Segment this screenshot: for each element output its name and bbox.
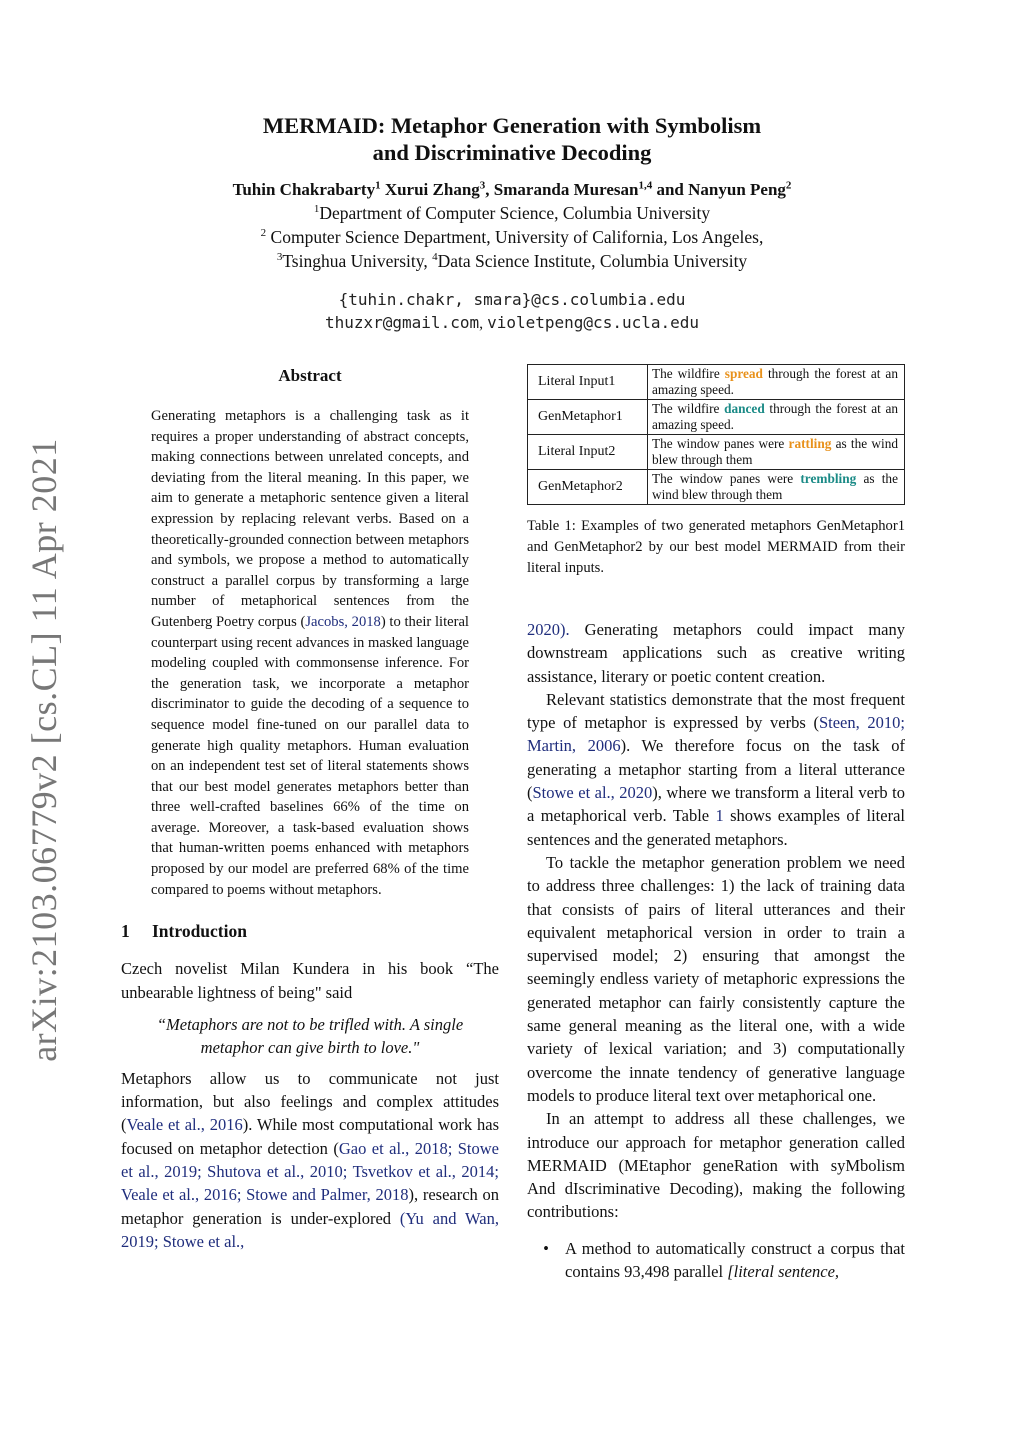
table-row xyxy=(528,400,905,435)
affiliation-2: $^2$ Computer Science Department, University of California, Los Angeles, xyxy=(260,227,764,247)
intro-paragraph-2: Metaphors allow us to communicate not just information, but also feelings and complex attitudes (Veale et al., 2016). While most computational work has focused on metaphor detection (Gao et al., 2018; Stowe et al., 2019; Shutova et al., 2010; Tsvetkov et al., 2014; Veale et al., 2016; Stowe and Palmer, 2018), research on metaphor generation is under-explored (Yu and Wan, 2019; Stowe et al., xyxy=(121,1068,500,1251)
affiliation-1: $^1$Department of Computer Science, Columbia University xyxy=(313,203,711,223)
right-paragraph-3: To tackle the metaphor generation problem we need to address three challenges: 1) the lack of training data that consists of pairs of literal utterances and their equivalent metaphorical version in order to train a supervised model; 2) ensuring that amongst the seemingly endless variety of metaphoric expressions the generated metaphor can fairly consistently capture the same general meaning as the literal one, with a wide variety of lexical variation; and 3) computationally overcome the innate tendency of generative language models to produce literal text over metaphorical one. xyxy=(527,852,905,1105)
left-column xyxy=(121,364,499,1253)
highlight-verb: spread xyxy=(724,366,763,381)
kundera-quote: “Metaphors are not to be trifled with. A single metaphor can give birth to love." xyxy=(156,1014,464,1057)
table-cell-label: GenMetaphor2 xyxy=(528,470,648,505)
intro-paragraph-1: Czech novelist Milan Kundera in his book “The unbearable lightness of being" said xyxy=(121,959,499,1002)
table-row xyxy=(528,470,905,505)
email-link[interactable]: violetpeng@cs.ucla.edu xyxy=(487,313,700,332)
author-emails xyxy=(0,288,1024,335)
abstract-heading: Abstract xyxy=(278,366,342,385)
table-cell-text: The wildfire spread through the forest at an amazing speed. xyxy=(648,365,905,400)
table-1-caption: Table 1: Examples of two generated metaphors GenMetaphor1 and GenMetaphor2 by our best model MERMAID from their literal inputs. xyxy=(527,518,905,576)
right-column-body xyxy=(527,618,905,1283)
title-line-1: MERMAID: Metaphor Generation with Symbolism xyxy=(262,113,762,138)
author-name: Xurui Zhang xyxy=(384,180,480,199)
citation-link[interactable]: Jacobs, 2018 xyxy=(305,613,381,630)
title-line-2: and Discriminative Decoding xyxy=(372,140,652,165)
author-name: Tuhin Chakrabarty xyxy=(232,180,376,199)
paper-header xyxy=(0,112,1024,335)
table-row xyxy=(528,435,905,470)
section-heading-introduction: 1 Introduction xyxy=(121,921,247,942)
email-link[interactable]: thuzxr@gmail.com xyxy=(324,313,480,332)
right-column xyxy=(527,364,905,1283)
citation-link[interactable]: Veale et al., 2016 xyxy=(126,1115,243,1135)
table-cell-label: GenMetaphor1 xyxy=(528,400,648,435)
table-row xyxy=(528,365,905,400)
affiliation-3: $^3$Tsinghua University, $^4$Data Science Institute, Columbia University xyxy=(276,251,748,271)
abstract-body: Generating metaphors is a challenging task as it requires a proper understanding of abstract concepts, making connections between unrelated concepts, and deviating from the literal meaning. In this paper, we aim to generate a metaphoric sentence given a literal expression by replacing relevant verbs. Based on a theoretically-grounded connection between metaphors and symbols, we propose a method to automatically construct a parallel corpus by transforming a large number of metaphorical sentences from the Gutenberg Poetry corpus (Jacobs, 2018) to their literal counterpart using recent advances in masked language modeling coupled with commonsense inference. For the generation task, we incorporate a metaphor discriminator to guide the decoding of a sequence to sequence model fine-tuned on our parallel data to generate high quality metaphors. Human evaluation on an independent test set of literal statements shows that our best model generates metaphors better than three well-crafted baselines 66% of the time on average. Moreover, a task-based evaluation shows that human-written poems enhanced with metaphors proposed by our model are preferred 68% of the time compared to poems without metaphors. xyxy=(151,408,469,898)
citation-link[interactable]: Steen, 2010; Martin, 2006 xyxy=(527,713,905,756)
right-paragraph-4: In an attempt to address all these challenges, we introduce our approach for metaphor generation called MERMAID (MEtaphor geneRation with syMbolism And dIscriminative Decoding), making the following contributions: xyxy=(527,1109,905,1222)
email-line-2: thuzxr@gmail.com, violetpeng@cs.ucla.edu xyxy=(324,313,700,332)
table-1 xyxy=(527,364,905,505)
citation-link[interactable]: (Yu and Wan, 2019; Stowe et al., xyxy=(121,1208,499,1251)
table-cell-text: The window panes were rattling as the wind blew through them xyxy=(648,435,905,470)
paper-title xyxy=(0,112,1024,166)
author-name: Smaranda Muresan xyxy=(493,180,639,199)
author-list: Tuhin Chakrabarty$^1$ Xurui Zhang$^3$, Smaranda Muresan$^{1,4}$ and Nanyun Peng$^2$ xyxy=(232,179,792,199)
table-cell-text: The window panes were trembling as the wind blew through them xyxy=(648,470,905,505)
email-line-1[interactable]: {tuhin.chakr, smara}@cs.columbia.edu xyxy=(338,290,686,309)
right-paragraph-1: 2020). Generating metaphors could impact many downstream applications such as creative writing assistance, literary or poetic content creation. xyxy=(527,620,905,686)
citation-link[interactable]: Gao et al., 2018; Stowe et al., 2019; Shutova et al., 2010; Tsvetkov et al., 2014; Veale et al., 2016; Stowe and Palmer, 2018 xyxy=(121,1138,500,1205)
table-cell-text: The wildfire danced through the forest at an amazing speed. xyxy=(648,400,905,435)
citation-link[interactable]: Stowe et al., 2020 xyxy=(532,783,653,803)
right-paragraph-2: Relevant statistics demonstrate that the most frequent type of metaphor is expressed by verbs (Steen, 2010; Martin, 2006). We therefore focus on the task of generating a metaphor starting from a literal utterance (Stowe et al., 2020), where we transform a literal verb to a metaphorical verb. Table 1 shows examples of literal sentences and the generated metaphors. xyxy=(527,689,905,849)
author-name: Nanyun Peng xyxy=(688,180,786,199)
arxiv-identifier: arXiv:2103.06779v2 [cs.CL] 11 Apr 2021 xyxy=(24,438,64,1062)
highlight-verb: danced xyxy=(724,401,765,416)
contribution-bullet: • A method to automatically construct a corpus that contains 93,498 parallel [literal sentence, xyxy=(527,1237,905,1284)
table-reference-link[interactable]: 1 xyxy=(715,806,724,826)
table-cell-label: Literal Input1 xyxy=(528,365,648,400)
bullet-icon: • xyxy=(543,1238,549,1258)
highlight-verb: trembling xyxy=(800,471,857,486)
table-cell-label: Literal Input2 xyxy=(528,435,648,470)
highlight-verb: rattling xyxy=(788,436,832,451)
citation-link[interactable]: 2020). xyxy=(527,620,570,639)
